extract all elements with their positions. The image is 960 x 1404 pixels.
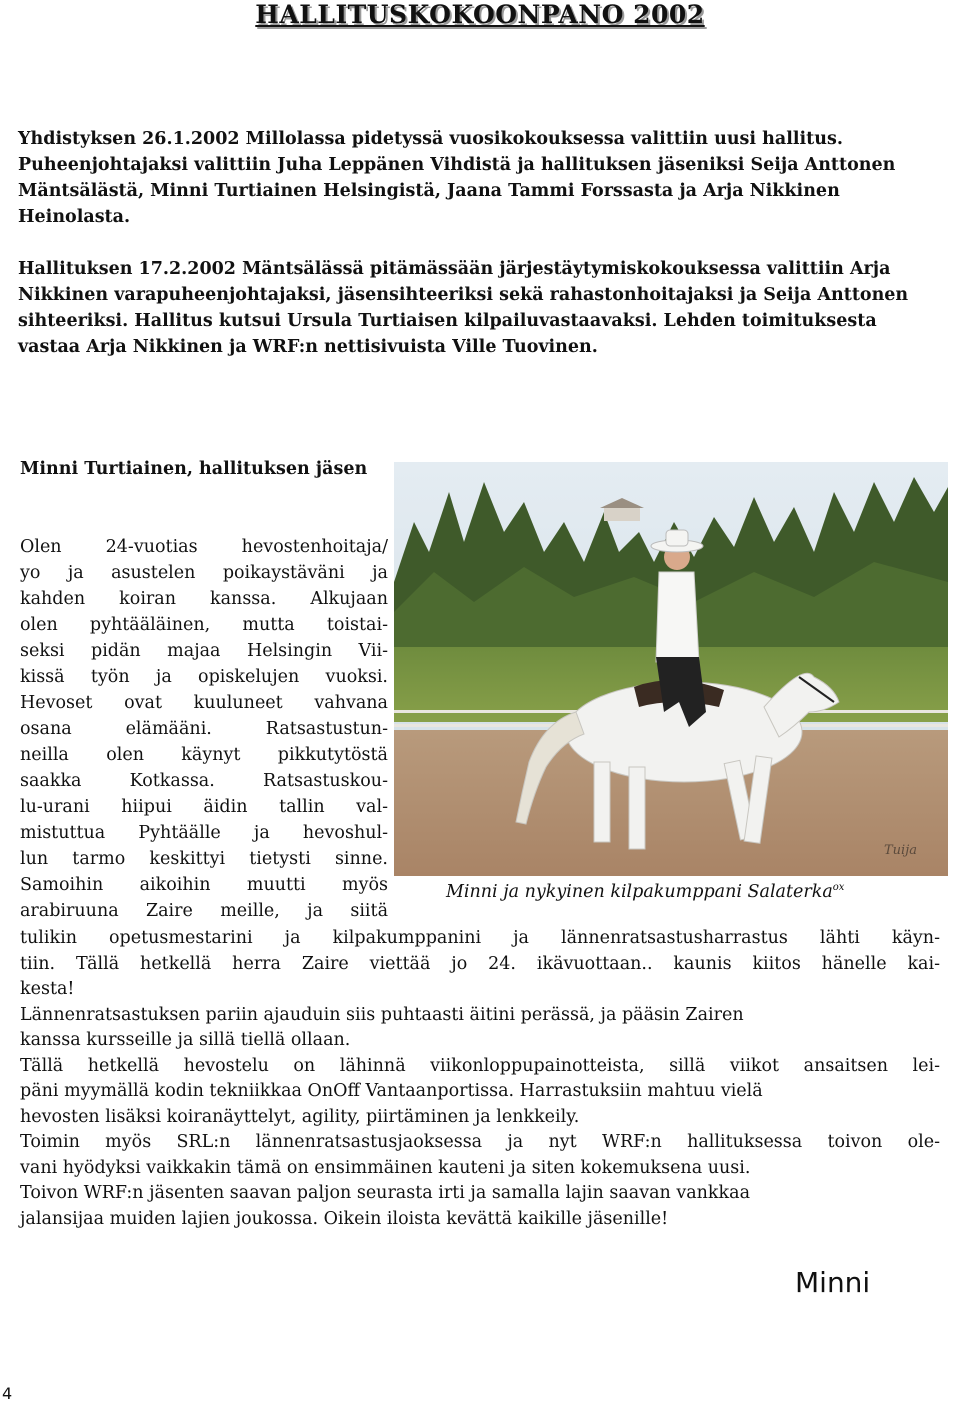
bio-line: arabiruuna Zaire meille, ja siitä xyxy=(20,901,388,921)
bio-line: seksi pidän majaa Helsingin Vii- xyxy=(20,641,388,661)
page-number: 4 xyxy=(2,1384,13,1403)
bio-line: Lännenratsastuksen pariin ajauduin siis puhtaasti äitini perässä, ja pääsin Zairen xyxy=(20,1004,744,1025)
bio-line: kissä työn ja opiskelujen vuoksi. xyxy=(20,667,388,687)
bio-line: Toivon WRF:n jäsenten saavan paljon seurasta irti ja samalla lajin saavan vankkaa xyxy=(20,1183,751,1203)
bio-line: mistuttua Pyhtäälle ja hevoshul- xyxy=(20,823,388,843)
bio-line: kanssa kursseille ja sillä tiellä ollaan. xyxy=(20,1030,351,1050)
member-bio-narrow xyxy=(20,534,388,924)
bio-line: saakka Kotkassa. Ratsastuskou- xyxy=(20,771,388,791)
horse-rider-photo xyxy=(394,462,948,876)
caption-superscript: ox xyxy=(832,882,845,894)
bio-line: päni myymällä kodin tekniikkaa OnOff Vantaanportissa. Harrastuksiin mahtuu vielä xyxy=(20,1081,763,1101)
bio-line: tulikin opetusmestarini ja kilpakumppanini ja lännenratsastusharrastus lähti käyn- xyxy=(20,928,940,948)
member-heading: Minni Turtiainen, hallituksen jäsen xyxy=(20,459,368,479)
bio-line: kesta! xyxy=(20,979,75,999)
bio-line: hevosten lisäksi koiranäyttelyt, agility, piirtäminen ja lenkkeily. xyxy=(20,1106,580,1127)
bio-line: yo ja asustelen poikaystäväni ja xyxy=(20,563,388,583)
bio-line: Olen 24-vuotias hevostenhoitaja/ xyxy=(20,537,388,557)
bio-line: Samoihin aikoihin muutti myös xyxy=(20,875,388,895)
bio-line: lun tarmo keskittyi tietysti sinne. xyxy=(20,849,388,869)
bio-line: osana elämääni. Ratsastustun- xyxy=(20,719,388,739)
board-paragraph: Hallituksen 17.2.2002 Mäntsälässä pitämässään järjestäytymiskokouksessa valittiin Arja Nikkinen varapuheenjohtajaksi, jäsensihteeriksi sekä rahastonhoitajaksi ja Seija Anttonen sihteeriksi. Hallitus kutsui Ursula Turtiaisen kilpailuvastaavaksi. Lehden toimituksesta vastaa Arja Nikkinen ja WRF:n nettisivuista Ville Tuovinen. xyxy=(18,259,909,357)
photo-caption xyxy=(446,882,946,902)
bio-line: Hevoset ovat kuuluneet vahvana xyxy=(20,693,388,713)
bio-line: Tällä hetkellä hevostelu on lähinnä viikonloppupainotteista, sillä viikot ansaitsen lei- xyxy=(20,1055,940,1076)
bio-line: olen pyhtääläinen, mutta toistai- xyxy=(20,615,388,635)
author-signature: Minni xyxy=(795,1266,871,1299)
caption-text: Minni ja nykyinen kilpakumppani Salaterka xyxy=(446,882,833,902)
intro-paragraph: Yhdistyksen 26.1.2002 Millolassa pidetyssä vuosikokouksessa valittiin uusi hallitus. Puheenjohtajaksi valittiin Juha Leppänen Vihdistä ja hallituksen jäseniksi Seija Anttonen Mäntsälästä, Minni Turtiainen Helsingistä, Jaana Tammi Forssasta ja Arja Nikkinen Heinolasta. xyxy=(18,129,896,227)
bio-line: vani hyödyksi vaikkakin tämä on ensimmäinen kauteni ja siten kokemuksena uusi. xyxy=(20,1157,751,1178)
bio-line: jalansijaa muiden lajien joukossa. Oikein iloista kevättä kaikille jäsenille! xyxy=(20,1208,669,1229)
photo-signature: Tuija xyxy=(884,843,917,858)
bio-line: tiin. Tällä hetkellä herra Zaire viettää jo 24. ikävuottaan.. kaunis kiitos hänelle kai- xyxy=(20,953,940,974)
bio-line: Toimin myös SRL:n lännenratsastusjaoksessa ja nyt WRF:n hallituksessa toivon ole- xyxy=(20,1132,940,1152)
bio-line: neilla olen käynyt pikkutytöstä xyxy=(20,745,388,765)
bio-line: kahden koiran kanssa. Alkujaan xyxy=(20,589,388,609)
member-bio-wide xyxy=(20,926,940,1232)
bio-line: lu-urani hiipui äidin tallin val- xyxy=(20,797,388,817)
page-title: HALLITUSKOKOONPANO 2002 xyxy=(255,0,705,29)
